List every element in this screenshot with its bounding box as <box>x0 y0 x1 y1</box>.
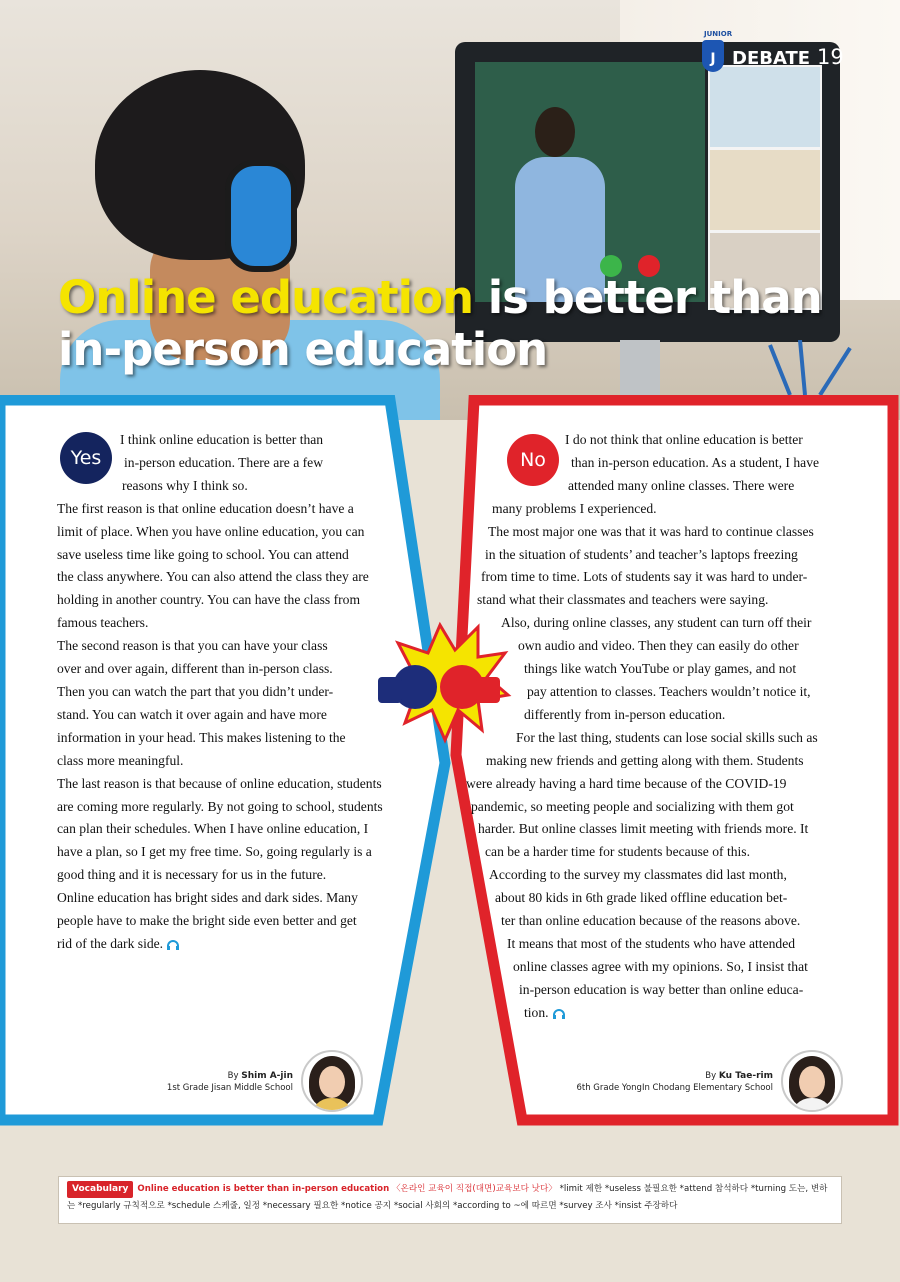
vocabulary-title: Online education is better than in-person education <box>137 1184 390 1194</box>
yes-line: information in your head. This makes listening to the <box>57 729 346 745</box>
yes-line: The first reason is that online education doesn’t have a <box>57 500 354 516</box>
yes-line: Online education has bright sides and dark sides. Many <box>57 890 358 906</box>
no-line: online classes agree with my opinions. So, I insist that <box>513 958 808 974</box>
logo-j-badge: J <box>702 40 724 72</box>
no-line: pay attention to classes. Teachers wouldn’t notice it, <box>527 683 811 699</box>
yes-line: I think online education is better than <box>120 432 324 447</box>
yes-line: class more meaningful. <box>57 752 184 768</box>
title-line2: in-person education <box>58 323 548 376</box>
yes-line: in-person education. There are a few <box>124 454 324 470</box>
yes-author-avatar <box>301 1050 363 1112</box>
yes-line: are coming more regularly. By not going to school, students <box>57 798 383 814</box>
no-line: things like watch YouTube or play games, and not <box>524 661 797 677</box>
yes-line: limit of place. When you have online education, you can <box>57 523 365 539</box>
no-line: I do not think that online education is better <box>565 432 803 447</box>
yes-line: famous teachers. <box>57 615 149 631</box>
page-title <box>58 272 822 376</box>
headphone-icon <box>166 939 180 951</box>
yes-article <box>57 429 383 956</box>
section-label: DEBATE <box>732 48 811 69</box>
vocabulary-title-gloss: 〈온라인 교육이 직접(대면)교육보다 낫다〉 <box>391 1184 557 1194</box>
junior-debate-logo <box>702 30 852 74</box>
yes-line-text: rid of the dark side. <box>57 935 164 951</box>
yes-line: the class anywhere. You can also attend the class they are <box>57 569 369 585</box>
no-article <box>466 429 819 1025</box>
no-line: own audio and video. Then they can easily do other <box>518 638 799 654</box>
vocabulary-line2: 는 *regularly 규칙적으로 *schedule 스케줄, 일정 *necessary 필요한 *notice 공지 *social 사회의 *according to ~에 따르면 *survey 조사 *insist 주장하다 <box>67 1201 678 1211</box>
title-line1-rest: is better than <box>473 271 822 324</box>
no-line: were already having a hard time because of the COVID-19 <box>466 775 787 791</box>
headphone-icon <box>225 160 297 272</box>
no-line: The most major one was that it was hard to continue classes <box>488 523 814 539</box>
no-line: many problems I experienced. <box>492 500 657 516</box>
yes-author-school: 1st Grade Jisan Middle School <box>166 1083 293 1093</box>
no-line: attended many online classes. There were <box>568 477 795 493</box>
yes-line: people have to make the bright side even better and get <box>57 913 357 929</box>
yes-author-by: By <box>227 1071 242 1081</box>
no-author-by: By <box>705 1071 719 1081</box>
vocabulary-box <box>58 1176 842 1224</box>
vocabulary-tag: Vocabulary <box>67 1181 133 1198</box>
no-author <box>560 1070 773 1094</box>
no-line: For the last thing, students can lose social skills such as <box>516 729 818 745</box>
video-tile-2 <box>708 148 822 232</box>
no-line: According to the survey my classmates did last month, <box>489 867 787 883</box>
no-line: differently from in-person education. <box>524 706 726 722</box>
yes-badge: Yes <box>60 432 112 484</box>
yes-line <box>57 933 383 956</box>
no-author-school: 6th Grade YongIn Chodang Elementary School <box>576 1083 773 1093</box>
logo-junior-text: JUNIOR <box>704 30 733 38</box>
no-line: stand what their classmates and teachers were saying. <box>477 592 769 608</box>
no-line: can be a harder time for students because of this. <box>485 844 750 860</box>
title-highlight: Online education <box>58 271 474 324</box>
no-line: in-person education is way better than online educa- <box>519 981 804 997</box>
chalkboard-video <box>475 62 705 302</box>
yes-line: can plan their schedules. When I have online education, I <box>57 821 369 837</box>
yes-line: good thing and it is necessary for us in the future. <box>57 867 327 883</box>
yes-line: save useless time like going to school. You can attend <box>57 546 349 562</box>
no-line: making new friends and getting along with them. Students <box>486 752 804 768</box>
vocabulary-line1: *limit 제한 *useless 불필요한 *attend 참석하다 *turning 도는, 변하 <box>556 1184 828 1194</box>
no-line: ter than online education because of the reasons above. <box>501 913 801 929</box>
no-author-name: Ku Tae-rim <box>718 1071 773 1081</box>
yes-line: reasons why I think so. <box>122 477 248 493</box>
no-line: from time to time. Lots of students say it was hard to under- <box>481 569 808 585</box>
no-line: It means that most of the students who have attended <box>507 935 796 951</box>
yes-line: over and over again, different than in-person class. <box>57 661 333 677</box>
no-line: than in-person education. As a student, I have <box>571 454 820 470</box>
headphone-icon <box>552 1008 566 1020</box>
no-badge: No <box>507 434 559 486</box>
yes-line: Then you can watch the part that you didn’t under- <box>57 683 334 699</box>
no-author-avatar <box>781 1050 843 1112</box>
yes-author-name: Shim A-jin <box>241 1071 293 1081</box>
yes-line: holding in another country. You can have the class from <box>57 592 361 608</box>
yes-line: The second reason is that you can have your class <box>57 638 328 654</box>
yes-line: The last reason is that because of online education, students <box>57 775 382 791</box>
yes-line: have a plan, so I get my free time. So, going regularly is a <box>57 844 372 860</box>
yes-line: stand. You can watch it over again and have more <box>57 706 327 722</box>
page-number: 19 <box>817 45 844 69</box>
no-line: about 80 kids in 6th grade liked offline education bet- <box>495 890 788 906</box>
video-tile-1 <box>708 65 822 149</box>
no-line: Also, during online classes, any student can turn off their <box>501 615 812 631</box>
no-line <box>524 1002 819 1025</box>
no-line: in the situation of students’ and teacher’s laptops freezing <box>485 546 798 562</box>
no-line: pandemic, so meeting people and socializing with them got <box>471 798 794 814</box>
no-line: harder. But online classes limit meeting with friends more. It <box>478 821 809 837</box>
no-line-text: tion. <box>524 1004 549 1020</box>
yes-author <box>130 1070 293 1094</box>
